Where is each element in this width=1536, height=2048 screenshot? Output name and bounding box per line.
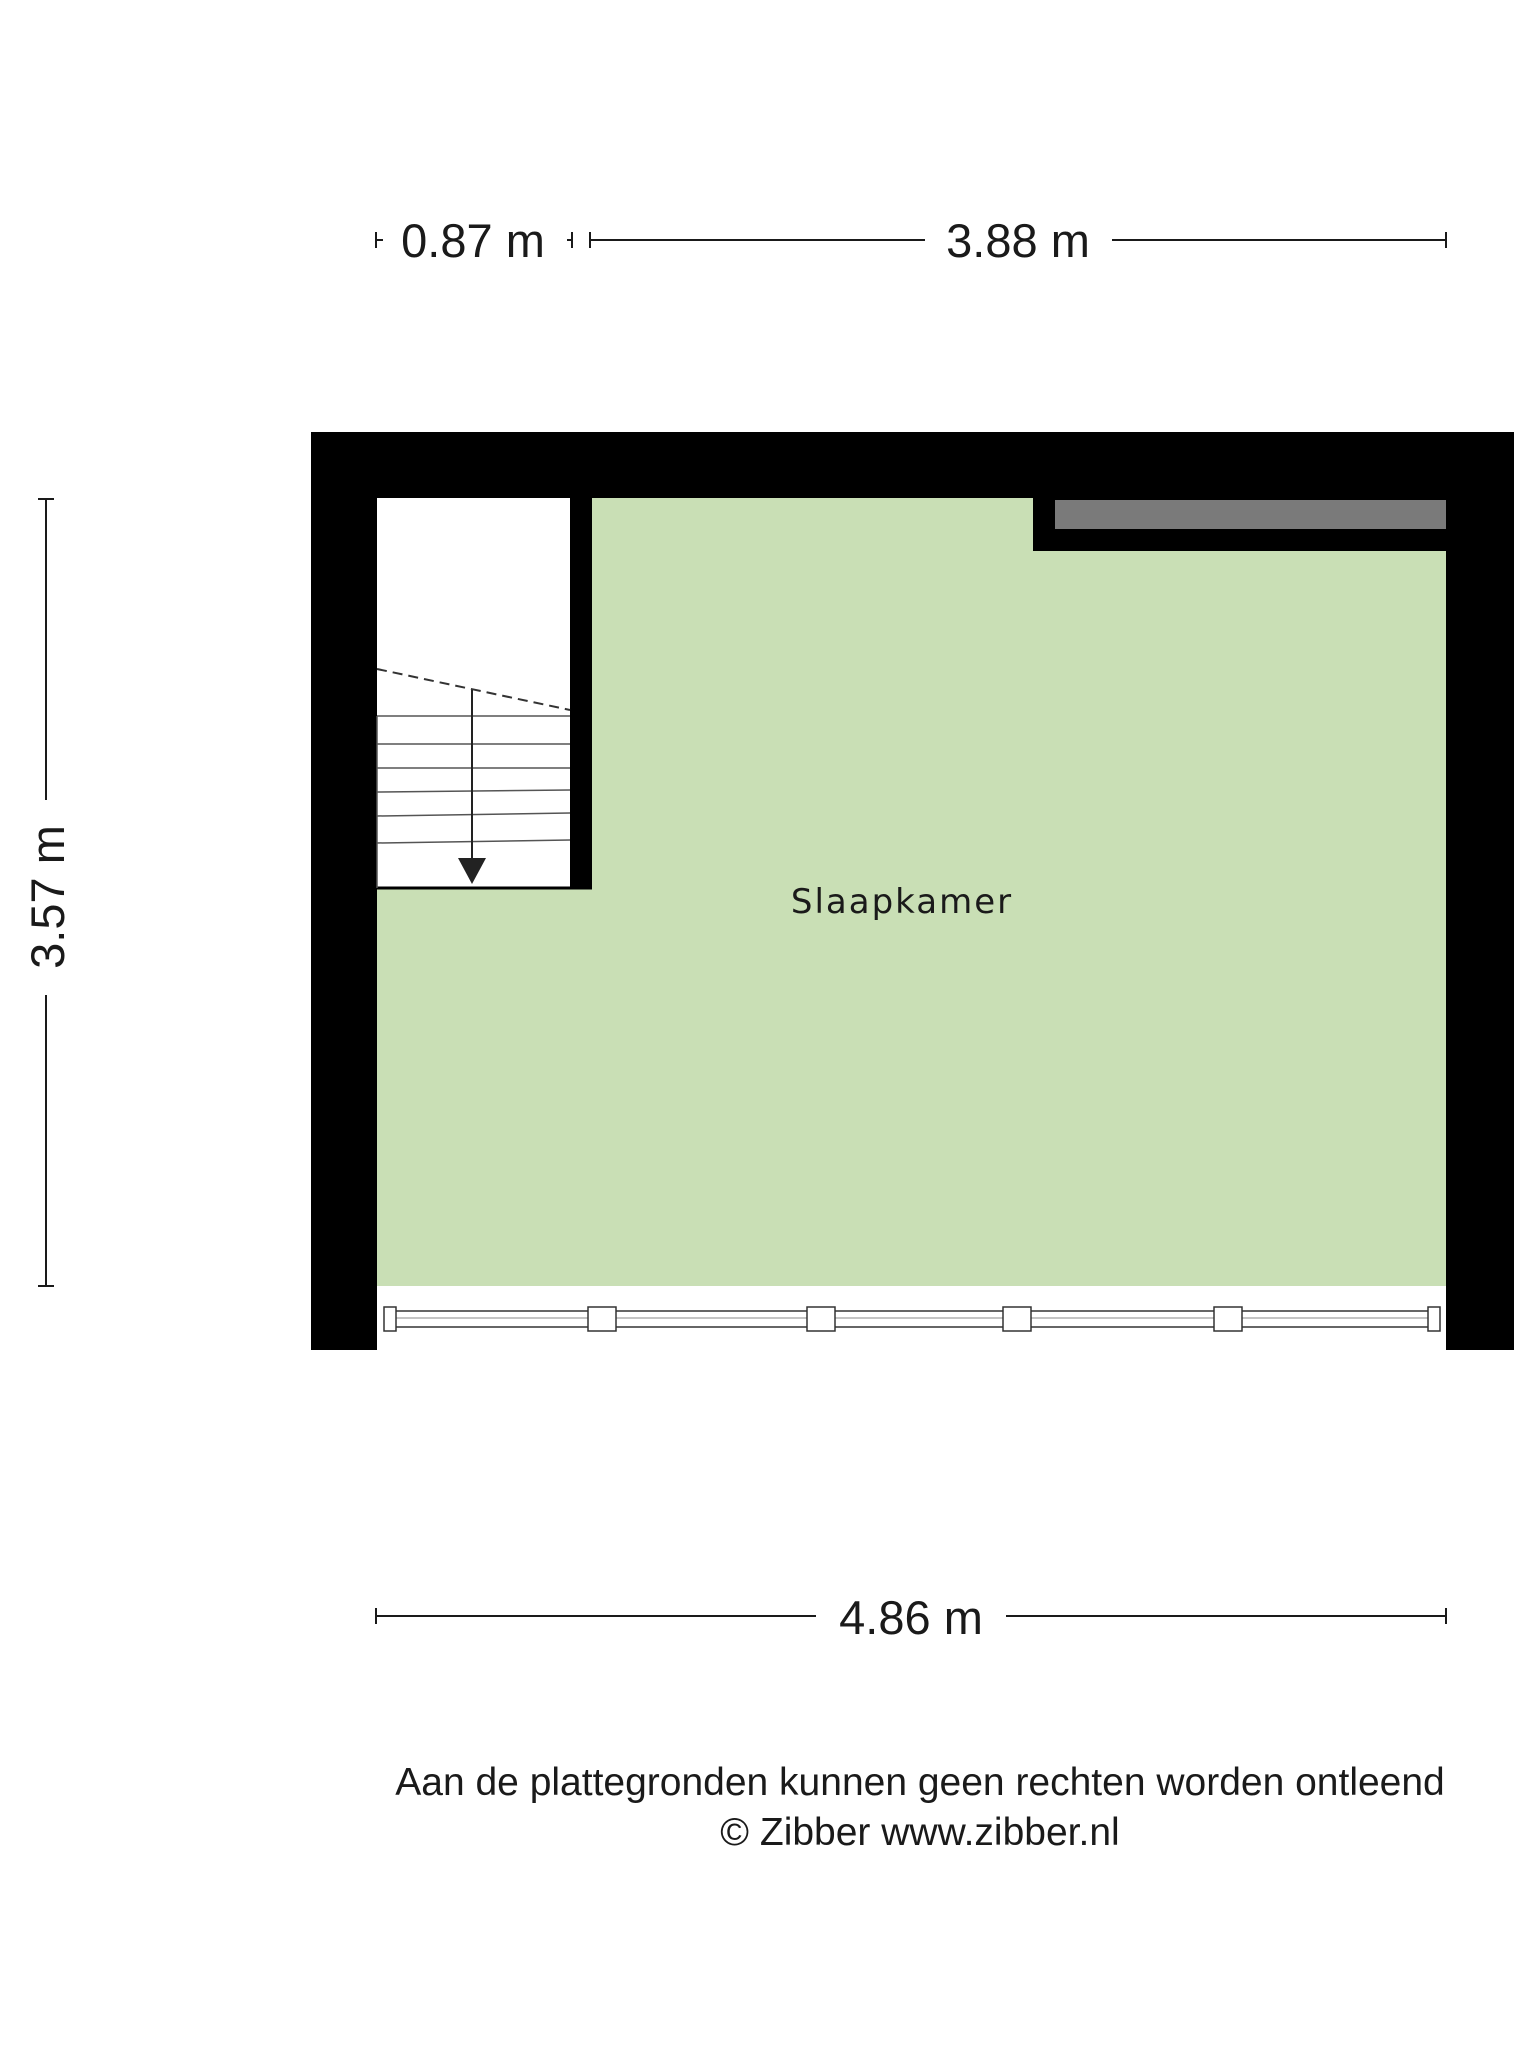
closet-shelf [1055,500,1446,529]
dimension-top-right [590,214,1446,267]
dimension-top-left [376,214,572,267]
wall-right [1446,432,1514,1350]
footer-disclaimer: Aan de plattegronden kunnen geen rechten worden ontleend [395,1761,1445,1804]
dimension-label-top-right: 3.88 m [946,214,1090,267]
wall-left [311,432,377,1350]
dimension-label-left: 3.57 m [21,825,74,969]
window-mullion [1428,1307,1440,1331]
stair-opening [377,498,570,888]
dimension-label-bottom: 4.86 m [839,1591,983,1644]
window-bottom [377,1286,1446,1350]
window-mullion [807,1307,835,1331]
window-mullion [384,1307,396,1331]
window-mullion [1003,1307,1031,1331]
dimension-label-top-left: 0.87 m [401,214,545,267]
staircase [377,498,592,888]
dimension-left [21,499,74,1286]
footer-copyright: © Zibber www.zibber.nl [720,1811,1120,1854]
window-mullion [1214,1307,1242,1331]
wall-top [311,432,1514,498]
window-mullion [588,1307,616,1331]
built-in-closet [1033,498,1446,551]
dimension-bottom [376,1591,1446,1644]
stair-wall [570,498,592,888]
room-label-slaapkamer: Slaapkamer [790,882,1014,922]
